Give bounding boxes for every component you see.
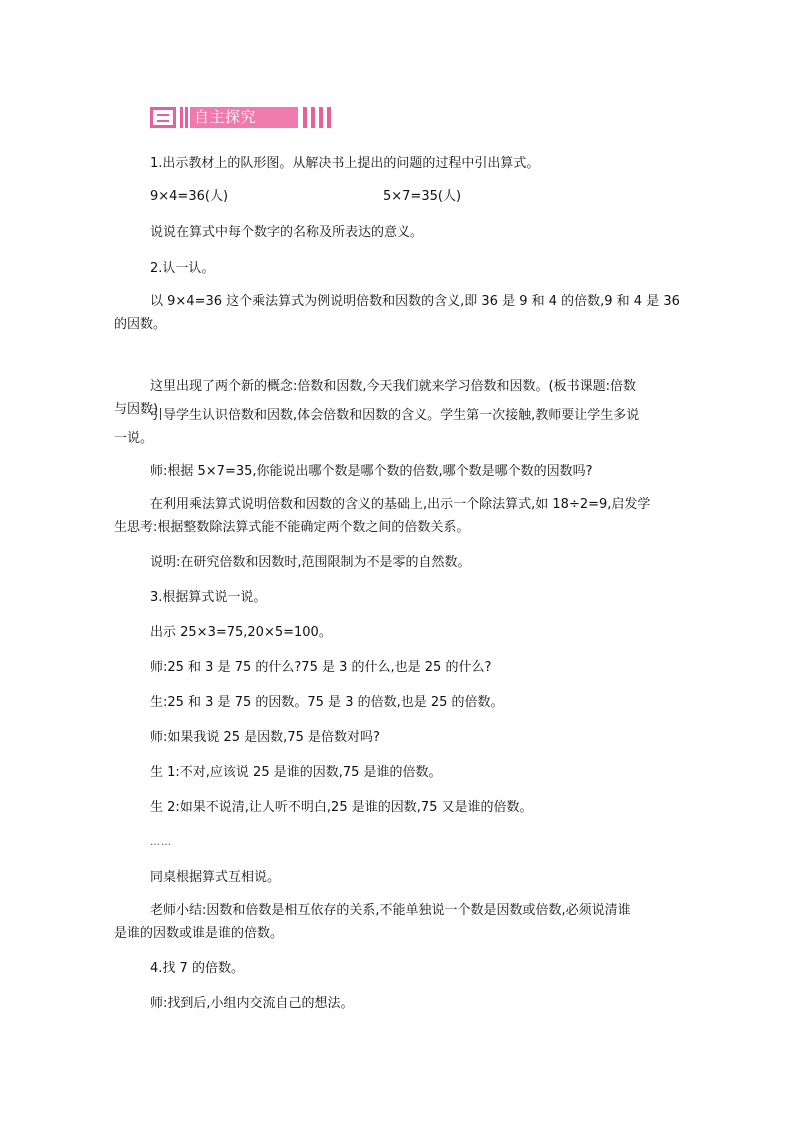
paragraph: 3.根据算式说一说。 bbox=[150, 590, 267, 605]
header-decor-bar bbox=[303, 107, 307, 128]
section-header bbox=[150, 107, 332, 128]
paragraph-line: 在利用乘法算式说明倍数和因数的含义的基础上,出示一个除法算式,如 18÷2=9,启发学 bbox=[150, 497, 651, 512]
paragraph: 生:25 和 3 是 75 的因数。75 是 3 的倍数,也是 25 的倍数。 bbox=[150, 695, 504, 710]
paragraph: 师:根据 5×7=35,你能说出哪个数是哪个数的倍数,哪个数是哪个数的因数吗? bbox=[150, 464, 593, 479]
paragraph-line: 生思考:根据整数除法算式能不能确定两个数之间的倍数关系。 bbox=[114, 520, 470, 535]
paragraph: 出示 25×3=75,20×5=100。 bbox=[150, 625, 332, 640]
paragraph: 同桌根据算式互相说。 bbox=[150, 870, 281, 885]
paragraph: 师:找到后,小组内交流自己的想法。 bbox=[150, 996, 354, 1011]
paragraph-line: 以 9×4=36 这个乘法算式为例说明倍数和因数的含义,即 36 是 9 和 4 的倍数,9 和 4 是 36 bbox=[150, 294, 680, 309]
paragraph-line: 这里出现了两个新的概念:倍数和因数,今天我们就来学习倍数和因数。(板书课题:倍数 bbox=[150, 379, 636, 394]
header-decor-bar bbox=[319, 107, 323, 128]
paragraph: 师:如果我说 25 是因数,75 是倍数对吗? bbox=[150, 730, 380, 745]
section-title: 自主探究 bbox=[194, 108, 257, 126]
paragraph bbox=[114, 899, 680, 945]
paragraph-line: 的因数。 bbox=[114, 317, 167, 332]
section-number-badge bbox=[150, 107, 176, 128]
header-decor-bar bbox=[311, 107, 315, 128]
equation: 5×7=35(人) bbox=[383, 189, 462, 204]
paragraph-line: 引导学生认识倍数和因数,体会倍数和因数的含义。学生第一次接触,教师要让学生多说 bbox=[150, 408, 640, 423]
header-separator bbox=[180, 107, 183, 128]
paragraph: 说明:在研究倍数和因数时,范围限制为不是零的自然数。 bbox=[150, 555, 471, 570]
paragraph: 生 1:不对,应该说 25 是谁的因数,75 是谁的倍数。 bbox=[150, 765, 442, 780]
section-number-mark bbox=[157, 114, 169, 122]
paragraph-line: 与因数) bbox=[114, 402, 159, 417]
paragraph: 师:25 和 3 是 75 的什么?75 是 3 的什么,也是 25 的什么? bbox=[150, 660, 492, 675]
paragraph: 2.认一认。 bbox=[150, 261, 215, 276]
paragraph bbox=[114, 290, 690, 336]
paragraph: 生 2:如果不说清,让人听不明白,25 是谁的因数,75 又是谁的倍数。 bbox=[150, 800, 533, 815]
ellipsis: …… bbox=[150, 837, 172, 848]
equation-row bbox=[150, 185, 680, 208]
paragraph: 4.找 7 的倍数。 bbox=[150, 961, 244, 976]
paragraph bbox=[114, 493, 680, 539]
paragraph-line: 老师小结:因数和倍数是相互依存的关系,不能单独说一个数是因数或倍数,必须说清谁 bbox=[150, 903, 631, 918]
paragraph-line: 一说。 bbox=[114, 431, 154, 446]
header-separator bbox=[185, 107, 188, 128]
equation: 9×4=36(人) bbox=[150, 189, 229, 204]
header-decor-bar bbox=[327, 107, 331, 128]
paragraph: 1.出示教材上的队形图。从解决书上提出的问题的过程中引出算式。 bbox=[150, 156, 540, 171]
paragraph: 说说在算式中每个数字的名称及所表达的意义。 bbox=[150, 225, 424, 240]
paragraph-line: 是谁的因数或谁是谁的倍数。 bbox=[114, 926, 284, 941]
